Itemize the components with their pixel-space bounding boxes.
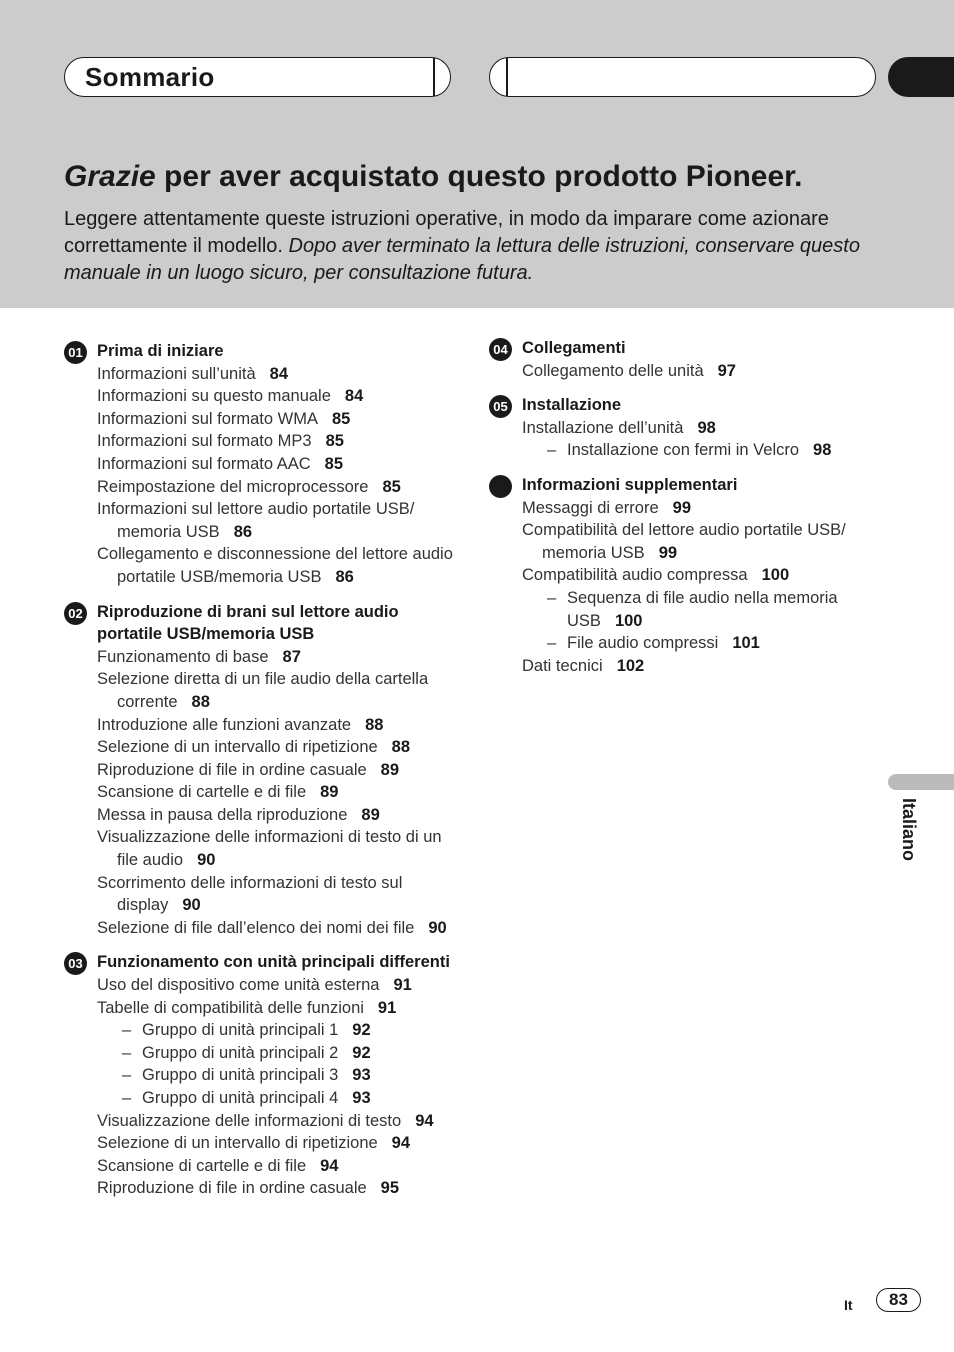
language-label: Italiano bbox=[899, 798, 919, 862]
toc-entry-text: Messa in pausa della riproduzione bbox=[97, 805, 348, 824]
toc-entry[interactable] bbox=[489, 439, 889, 462]
toc-column-left bbox=[64, 340, 464, 1212]
page-headline bbox=[64, 160, 803, 194]
toc-entry[interactable] bbox=[64, 385, 464, 408]
toc-entry-text: Scorrimento delle informazioni di testo sul display bbox=[97, 873, 403, 915]
toc-section-title: Installazione bbox=[522, 396, 622, 415]
toc-entry-text: Selezione di un intervallo di ripetizione bbox=[97, 738, 378, 757]
toc-entry[interactable] bbox=[64, 1087, 464, 1110]
toc-entry[interactable] bbox=[64, 781, 464, 804]
toc-entry-text: Informazioni sul formato MP3 bbox=[97, 432, 312, 451]
chapter-number-badge: 04 bbox=[489, 338, 512, 361]
toc-section-title: Prima di iniziare bbox=[97, 342, 224, 360]
toc-page-number: 93 bbox=[352, 1089, 371, 1107]
toc-section-heading[interactable] bbox=[489, 337, 889, 360]
dash-bullet-icon: – bbox=[547, 441, 557, 460]
pill-divider bbox=[433, 58, 435, 96]
toc-entry[interactable] bbox=[64, 363, 464, 386]
headline-rest: per aver acquistato questo prodotto Pioneer. bbox=[155, 160, 803, 193]
language-tab bbox=[888, 774, 954, 790]
toc-page-number: 86 bbox=[233, 522, 253, 541]
toc-entry[interactable] bbox=[64, 1110, 464, 1133]
dash-bullet-icon: – bbox=[122, 1043, 132, 1062]
toc-entry[interactable] bbox=[489, 655, 889, 678]
toc-page-number: 88 bbox=[191, 692, 210, 711]
toc-page-number: 89 bbox=[320, 783, 339, 802]
toc-entry[interactable] bbox=[64, 1064, 464, 1087]
toc-page-number: 93 bbox=[352, 1066, 371, 1085]
toc-entry-text: Visualizzazione delle informazioni di testo bbox=[97, 1111, 402, 1130]
toc-entry-text: Gruppo di unità principali 1 bbox=[142, 1021, 339, 1040]
toc-page-number: 97 bbox=[717, 361, 736, 380]
footer-page-number: 83 bbox=[876, 1288, 921, 1312]
toc-entry-text: Riproduzione di file in ordine casuale bbox=[97, 760, 367, 779]
empty-pill bbox=[489, 57, 876, 97]
toc-entry[interactable] bbox=[64, 1177, 464, 1200]
toc-entry[interactable] bbox=[489, 632, 889, 655]
toc-entry[interactable] bbox=[489, 519, 889, 564]
toc-page-number: 100 bbox=[614, 611, 643, 630]
toc-entry-text: File audio compressi bbox=[567, 634, 719, 653]
toc-entry-text: Riproduzione di file in ordine casuale bbox=[97, 1179, 367, 1198]
toc-entry[interactable] bbox=[64, 826, 464, 871]
toc-entry-text: Gruppo di unità principali 3 bbox=[142, 1066, 339, 1085]
toc-entry[interactable] bbox=[64, 668, 464, 713]
toc-entry-text: Tabelle di compatibilità delle funzioni bbox=[97, 998, 364, 1017]
toc-section-heading[interactable] bbox=[489, 474, 889, 497]
toc-entry-text: Dati tecnici bbox=[522, 656, 603, 675]
toc-entry-text: Informazioni sul formato WMA bbox=[97, 409, 318, 428]
toc-entry[interactable] bbox=[64, 646, 464, 669]
toc-page-number: 94 bbox=[391, 1134, 411, 1153]
toc-page-number: 98 bbox=[813, 441, 832, 460]
toc-entry-text: Gruppo di unità principali 4 bbox=[142, 1089, 339, 1107]
toc-page-number: 85 bbox=[325, 432, 344, 451]
toc-entry-text: Reimpostazione del microprocessore bbox=[97, 477, 369, 496]
toc-entry-text: Sequenza di file audio nella memoria USB bbox=[567, 588, 838, 630]
section-tab-marker bbox=[888, 57, 954, 97]
toc-page-number: 101 bbox=[732, 634, 760, 653]
chapter-number-badge: 05 bbox=[489, 395, 512, 418]
dash-bullet-icon: – bbox=[122, 1089, 132, 1107]
toc-page-number: 90 bbox=[428, 918, 447, 937]
toc-entry[interactable] bbox=[64, 1132, 464, 1155]
toc-page-number: 86 bbox=[335, 567, 354, 586]
toc-entry-text: Informazioni sul formato AAC bbox=[97, 454, 311, 473]
toc-section-heading[interactable] bbox=[489, 394, 889, 417]
toc-entry-text: Introduzione alle funzioni avanzate bbox=[97, 715, 352, 734]
toc-page-number: 92 bbox=[352, 1021, 371, 1040]
toc-entry-text: Compatibilità del lettore audio portatile USB/ memoria USB bbox=[522, 521, 846, 562]
toc-page-number: 91 bbox=[377, 998, 397, 1017]
toc-section-heading[interactable] bbox=[64, 340, 464, 363]
toc-entry[interactable] bbox=[64, 974, 464, 997]
toc-entry-text: Uso del dispositivo come unità esterna bbox=[97, 976, 380, 995]
toc-entry[interactable] bbox=[489, 417, 889, 440]
toc-entry[interactable] bbox=[64, 759, 464, 782]
toc-page-number: 94 bbox=[415, 1111, 434, 1130]
toc-page-number: 92 bbox=[352, 1043, 371, 1062]
toc-entry[interactable] bbox=[64, 430, 464, 453]
dash-bullet-icon: – bbox=[122, 1021, 132, 1040]
toc-column-right bbox=[489, 337, 889, 689]
toc-entry-text: Informazioni sul lettore audio portatile USB/ memoria USB bbox=[97, 500, 415, 541]
toc-entry[interactable] bbox=[489, 497, 889, 520]
toc-section-title: Funzionamento con unità principali differenti bbox=[97, 953, 450, 972]
chapter-number-badge bbox=[489, 475, 512, 498]
toc-entry[interactable] bbox=[64, 1019, 464, 1042]
toc-entry[interactable] bbox=[64, 736, 464, 759]
toc-section-heading[interactable] bbox=[64, 601, 464, 646]
dash-bullet-icon: – bbox=[122, 1066, 132, 1085]
toc-section-title: Informazioni supplementari bbox=[522, 475, 738, 494]
toc-entry[interactable] bbox=[489, 360, 889, 383]
toc-page-number: 100 bbox=[761, 566, 790, 585]
section-title-pill bbox=[64, 57, 451, 97]
toc-section bbox=[489, 337, 889, 382]
toc-page-number: 84 bbox=[269, 364, 289, 383]
toc-entry-text: Scansione di cartelle e di file bbox=[97, 783, 307, 802]
dash-bullet-icon: – bbox=[547, 634, 557, 653]
toc-entry-text: Messaggi di errore bbox=[522, 498, 659, 517]
toc-entry[interactable] bbox=[64, 1155, 464, 1178]
toc-page-number: 90 bbox=[182, 896, 201, 915]
toc-entry-text: Selezione diretta di un file audio della cartella corrente bbox=[97, 670, 429, 711]
toc-section bbox=[489, 474, 889, 677]
toc-section-heading[interactable] bbox=[64, 951, 464, 974]
toc-page-number: 89 bbox=[361, 805, 380, 824]
toc-page-number: 94 bbox=[320, 1156, 339, 1175]
toc-page-number: 91 bbox=[393, 976, 412, 995]
toc-entry[interactable] bbox=[64, 917, 464, 940]
pill-divider bbox=[506, 58, 508, 96]
chapter-number-badge: 01 bbox=[64, 341, 87, 364]
toc-entry-text: Collegamento delle unità bbox=[522, 361, 704, 380]
toc-page-number: 85 bbox=[382, 477, 401, 496]
footer-language-code: It bbox=[844, 1297, 853, 1313]
toc-entry-text: Scansione di cartelle e di file bbox=[97, 1156, 307, 1175]
toc-entry-text: Funzionamento di base bbox=[97, 647, 269, 666]
toc-section bbox=[489, 394, 889, 462]
toc-section-title: Collegamenti bbox=[522, 339, 626, 357]
chapter-number-badge: 03 bbox=[64, 952, 87, 975]
intro-normal: Leggere attentamente queste istruzioni operative, in modo da imparare come azionare correttamente il modello. bbox=[64, 208, 829, 257]
toc-entry[interactable] bbox=[64, 804, 464, 827]
toc-page-number: 88 bbox=[391, 738, 411, 757]
toc-page-number: 102 bbox=[616, 656, 645, 675]
toc-entry-text: Installazione dell’unità bbox=[522, 418, 684, 437]
toc-page-number: 87 bbox=[282, 647, 301, 666]
toc-page-number: 99 bbox=[672, 498, 691, 517]
toc-page-number: 89 bbox=[380, 760, 400, 779]
toc-entry[interactable] bbox=[489, 564, 889, 587]
toc-page-number: 84 bbox=[344, 387, 364, 406]
toc-entry[interactable] bbox=[64, 476, 464, 499]
toc-entry-text: Installazione con fermi in Velcro bbox=[567, 441, 800, 460]
toc-entry-text: Selezione di file dall’elenco dei nomi dei file bbox=[97, 918, 415, 937]
toc-entry[interactable] bbox=[64, 714, 464, 737]
toc-entry[interactable] bbox=[64, 997, 464, 1020]
toc-entry[interactable] bbox=[64, 543, 464, 588]
dash-bullet-icon: – bbox=[547, 588, 557, 607]
toc-entry[interactable] bbox=[64, 498, 464, 543]
toc-section bbox=[64, 951, 464, 1200]
toc-entry-text: Informazioni sull’unità bbox=[97, 364, 256, 383]
toc-section bbox=[64, 340, 464, 589]
toc-page-number: 99 bbox=[658, 543, 678, 562]
toc-entry-text: Visualizzazione delle informazioni di testo di un file audio bbox=[97, 828, 442, 870]
toc-entry-text: Selezione di un intervallo di ripetizione bbox=[97, 1134, 378, 1153]
toc-section bbox=[64, 601, 464, 940]
toc-entry[interactable] bbox=[64, 872, 464, 917]
toc-entry-text: Informazioni su questo manuale bbox=[97, 387, 331, 406]
toc-page-number: 98 bbox=[697, 418, 716, 437]
headline-italic: Grazie bbox=[64, 160, 156, 193]
toc-page-number: 90 bbox=[197, 851, 216, 870]
toc-section-title: Riproduzione di brani sul lettore audio portatile USB/memoria USB bbox=[97, 602, 399, 644]
toc-page-number: 85 bbox=[331, 409, 351, 428]
chapter-number-badge: 02 bbox=[64, 602, 87, 625]
intro-italic: Dopo aver terminato la lettura delle istruzioni, conservare questo manuale in un luogo sicuro, per consultazione futura. bbox=[64, 235, 860, 284]
toc-entry[interactable] bbox=[64, 408, 464, 431]
toc-entry[interactable] bbox=[64, 453, 464, 476]
toc-entry[interactable] bbox=[489, 587, 889, 632]
intro-paragraph bbox=[64, 206, 884, 287]
section-title: Sommario bbox=[85, 62, 215, 92]
toc-page-number: 88 bbox=[365, 715, 384, 734]
toc-page-number: 85 bbox=[324, 454, 344, 473]
toc-entry[interactable] bbox=[64, 1042, 464, 1065]
toc-page-number: 95 bbox=[380, 1179, 400, 1198]
toc-entry-text: Compatibilità audio compressa bbox=[522, 566, 748, 585]
toc-entry-text: Gruppo di unità principali 2 bbox=[142, 1043, 339, 1062]
toc-entry-text: Collegamento e disconnessione del lettore audio portatile USB/memoria USB bbox=[97, 545, 453, 586]
